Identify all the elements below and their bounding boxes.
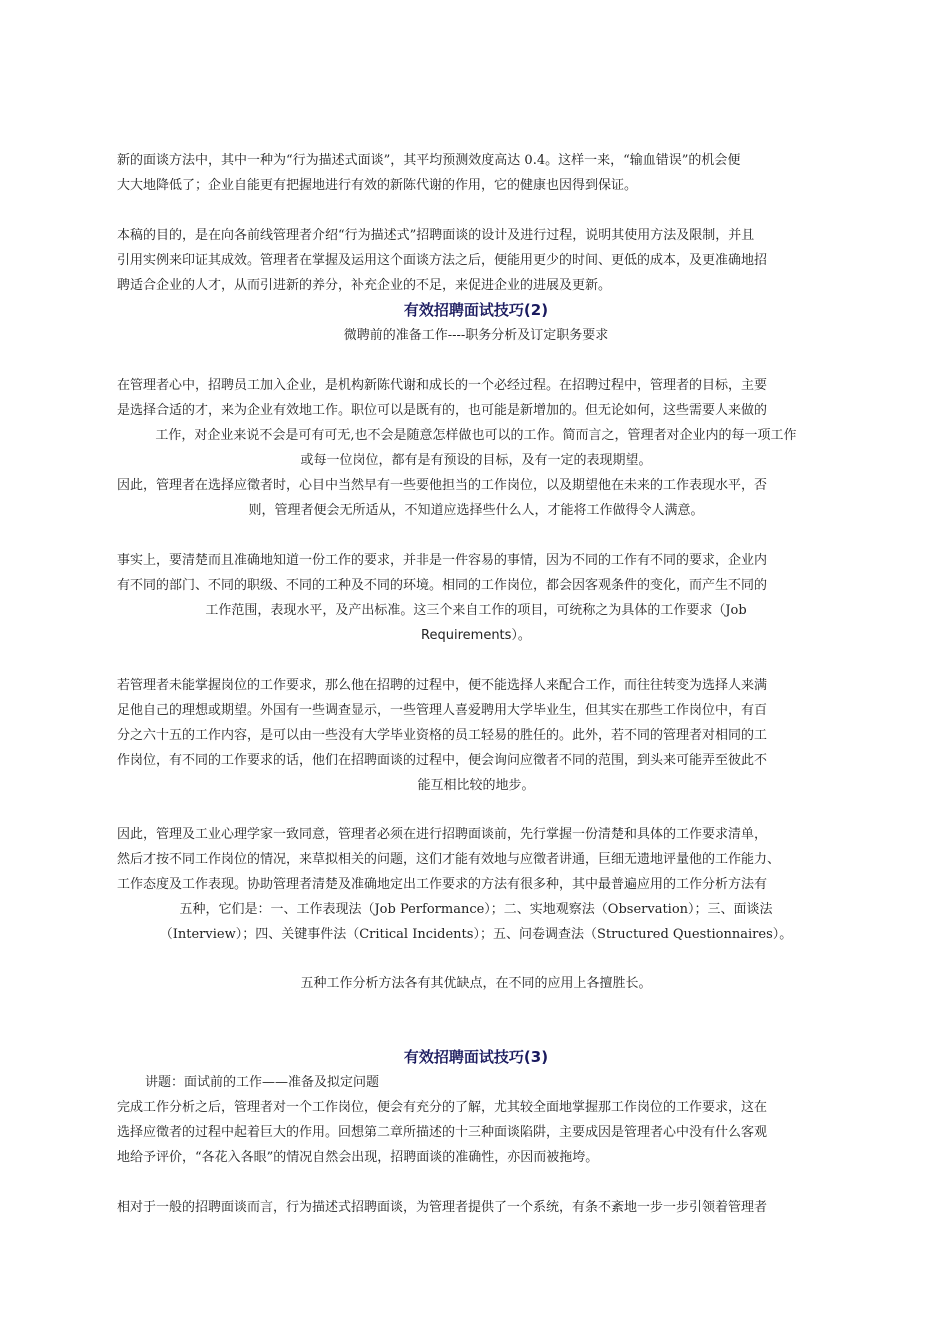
paragraph-intro-2: 本稿的目的，是在向各前线管理者介绍“行为描述式”招聘面谈的设计及进行过程，说明其使用方法及限制，并且 引用实例来印证其成效。管理者在掌握及运用这个面谈方法之后，便能用更少的时间、更低的成本，及更准确地招 聘适合企业的人才，从而引进新的养分，补充企业的不足，来促进企业的进展及更新。	[117, 228, 768, 293]
section-subtitle-3: 讲题：面试前的工作——准备及拟定问题	[145, 1075, 380, 1090]
paragraph-s2-1: 在管理者心中，招聘员工加入企业，是机构新陈代谢和成长的一个必经过程。在招聘过程中，管理者的目标，主要 是选择合适的才，来为企业有效地工作。职位可以是既有的，也可能是新增加的。但无论如何，这些需要人来做的 工作，对企业来说不会是可有可无,也不会是随意怎样做也可以的工作。简而言之，管理者对企业内的每一项工作 或每一位岗位，都有是有预设的目标，及有一定的表现期望。	[117, 378, 797, 468]
section-heading-3: 有效招聘面试技巧(3)	[403, 1048, 549, 1066]
paragraph-s3-2: 相对于一般的招聘面谈而言，行为描述式招聘面谈，为管理者提供了一个系统，有条不紊地一步一步引领着管理者	[117, 1200, 768, 1215]
section-subtitle-2: 微聘前的准备工作----职务分析及订定职务要求	[343, 328, 609, 343]
section-heading-2: 有效招聘面试技巧(2)	[403, 301, 549, 319]
paragraph-intro-1: 新的面谈方法中，其中一种为“行为描述式面谈”，其平均预测效度高达 0.4。这样一来，“输血错误”的机会便 大大地降低了；企业自能更有把握地进行有效的新陈代谢的作用，它的健康也因得到保证。	[117, 153, 741, 193]
paragraph-s2-3: 事实上，要清楚而且准确地知道一份工作的要求，并非是一件容易的事情，因为不同的工作有不同的要求，企业内 有不同的部门、不同的职级、不同的工种及不同的环境。相同的工作岗位，都会因客观条件的变化，而产生不同的 工作范围，表现水平，及产出标准。这三个来自工作的项目，可统称之为具体的工作要求（Job Requirements）。	[117, 553, 768, 643]
paragraph-s2-2: 因此，管理者在选择应徵者时，心目中当然早有一些要他担当的工作岗位，以及期望他在未来的工作表现水平，否 则，管理者便会无所适从，不知道应选择些什么人，才能将工作做得令人满意。	[117, 478, 768, 518]
paragraph-s3-1: 完成工作分析之后，管理者对一个工作岗位，便会有充分的了解，尤其较全面地掌握那工作岗位的工作要求，这在 选择应徵者的过程中起着巨大的作用。回想第二章所描述的十三种面谈陷阱，主要成因是管理者心中没有什么客观 地给予评价，“各花入各眼”的情况自然会出现，招聘面谈的准确性，亦因而被拖垮。	[117, 1100, 768, 1165]
paragraph-s2-4: 若管理者未能掌握岗位的工作要求，那么他在招聘的过程中，便不能选择人来配合工作，而往往转变为选择人来满 足他自己的理想或期望。外国有一些调查显示，一些管理人喜爱聘用大学毕业生，但其实在那些工作岗位中，有百 分之六十五的工作内容，是可以由一些没有大学毕业资格的员工轻易的胜任的。此外，若不同的管理者对相同的工 作岗位，有不同的工作要求的话，他们在招聘面谈的过程中，便会询问应徵者不同的范围，到头来可能弄至彼此不 能互相比较的地步。	[117, 678, 768, 793]
paragraph-s2-6: 五种工作分析方法各有其优缺点，在不同的应用上各擅胜长。	[300, 976, 652, 991]
paragraph-s2-5: 因此，管理及工业心理学家一致同意，管理者必须在进行招聘面谈前，先行掌握一份清楚和具体的工作要求清单， 然后才按不同工作岗位的情况，来草拟相关的问题，这们才能有效地与应徵者讲通，巨细无遗地评量他的工作能力、 工作态度及工作表现。协助管理者清楚及准确地定出工作要求的方法有很多种，其中最普遍应用的工作分析方法有 五种，它们是：一、工作表现法（Job Performance）；二、实地观察法（Observation）；三、面谈法 （Interview）；四、关键事件法（Critical Incidents）；五、问卷调查法（Structured Questionnaires）。	[117, 827, 793, 942]
